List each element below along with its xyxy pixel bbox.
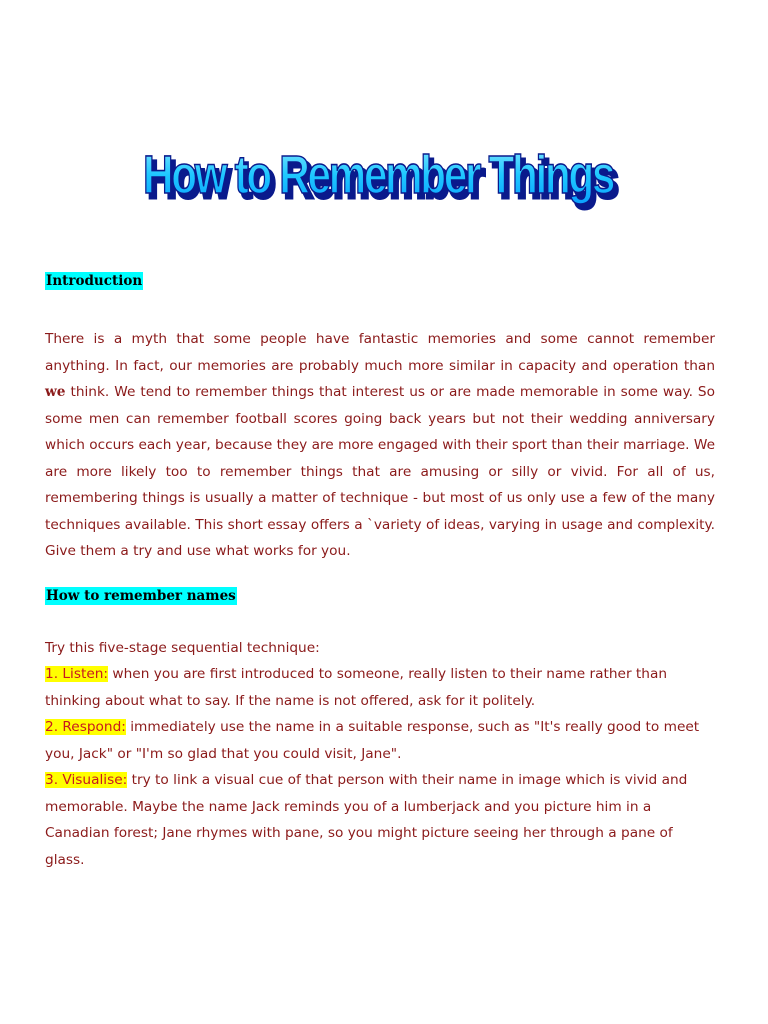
step-2	[45, 714, 715, 767]
document-body	[45, 270, 715, 873]
wordart-title-graphic	[120, 128, 640, 228]
names-intro-line: Try this five-stage sequential technique:	[45, 639, 320, 656]
step-3-text: try to link a visual cue of that person with their name in image which is vivid and memorable. Maybe the name Jack reminds you of a lumberjack and you picture him in a Canadian forest; Jane rhymes with pane, so you might picture seeing her through a pane of glass.	[45, 772, 688, 868]
step-1-label: 1. Listen:	[45, 666, 109, 682]
intro-text-1: There is a myth that some people have fantastic memories and some cannot remember anything. In fact, our memories are probably much more similar in capacity and operation than	[45, 331, 715, 374]
wordart-face: How to Remember Things	[143, 145, 614, 205]
wordart-shadow: How to Remember Things	[147, 150, 618, 210]
step-2-label: 2. Respond:	[45, 719, 126, 735]
intro-heading-line	[45, 270, 715, 296]
intro-text-2: think. We tend to remember things that interest us or are made memorable in some way. So some men can remember football scores going back years but not their wedding anniversary which occurs each year, because they are more engaged with their sport than their marriage. We are more likely too to remember things that are amusing or silly or vivid. For all of us, remembering things is usually a matter of technique - but most of us only use a few of the many techniques available. This short essay offers a `variety of ideas, varying in usage and complexity. Give them a try and use what works for you.	[45, 384, 715, 559]
intro-paragraph	[45, 326, 715, 565]
names-heading: How to remember names	[46, 587, 236, 604]
step-3	[45, 767, 715, 873]
names-steps	[45, 635, 715, 874]
names-heading-line	[45, 585, 715, 611]
intro-emphasis-we: we	[45, 384, 66, 400]
step-1-text: when you are first introduced to someone, really listen to their name rather than thinking about what to say. If the name is not offered, ask for it politely.	[45, 666, 668, 709]
step-1	[45, 661, 715, 714]
step-3-label: 3. Visualise:	[45, 772, 128, 788]
wordart-title	[120, 128, 640, 228]
intro-heading: Introduction	[46, 273, 143, 289]
step-2-text: immediately use the name in a suitable response, such as "It's really good to meet you, Jack" or "I'm so glad that you could visit, Jane".	[45, 719, 700, 762]
